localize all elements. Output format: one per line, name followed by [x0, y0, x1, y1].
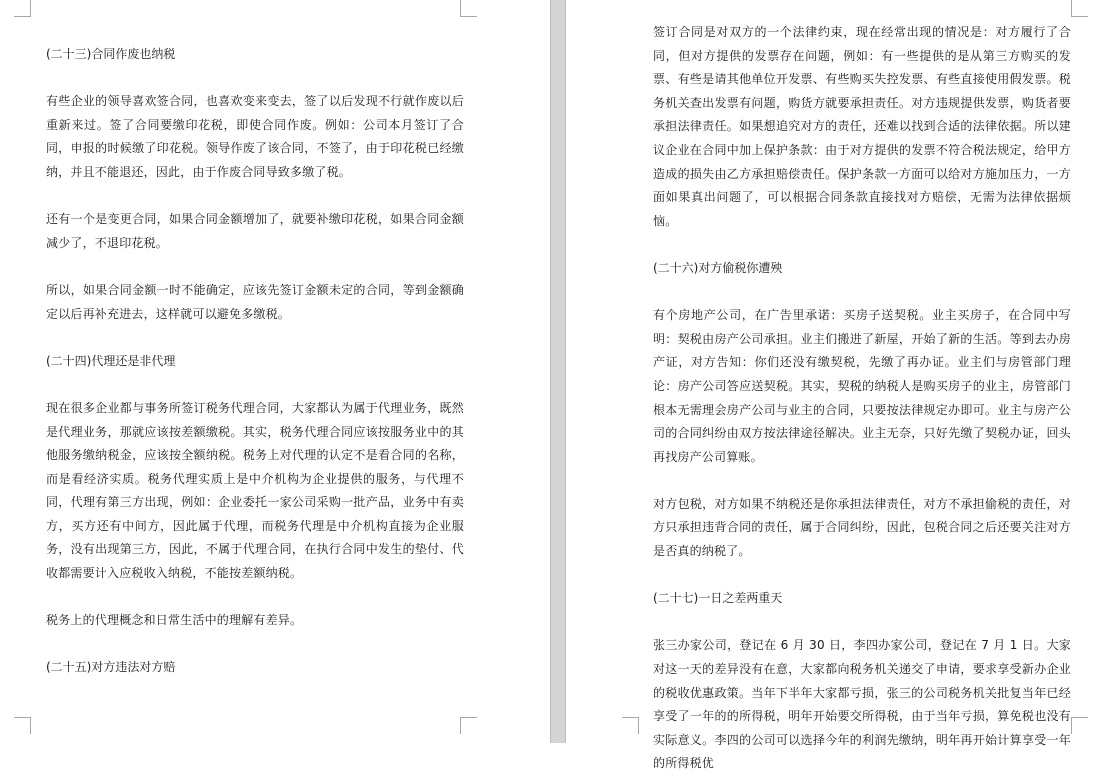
- paragraph: 所以，如果合同金额一时不能确定，应该先签订金额未定的合同，等到金额确定以后再补充进去，这样就可以避免多缴税。: [46, 282, 464, 321]
- paragraph: 张三办家公司，登记在 6 月 30 日，李四办家公司，登记在 7 月 1 日。大家对这一天的差异没有在意，大家都向税务机关递交了申请，要求享受新办企业的税收优惠政策。当年下半年大家都亏损，张三的公司税务机关批复当年已经享受了一年的的所得税，明年开始要交所得税，由于当年亏损，算免税也没有实际意义。李四的公司可以选择今年的利润先缴纳，明年再开始计算享受一年的所得税优: [653, 638, 1071, 771]
- section-heading: (二十四)代理还是非代理: [46, 353, 176, 368]
- corner-mark-bottom-right: [460, 717, 477, 734]
- corner-mark-top-right: [460, 0, 477, 17]
- corner-mark-bottom-left: [14, 717, 31, 734]
- corner-mark-bottom-left: [622, 717, 639, 734]
- page-body[interactable]: [46, 43, 464, 680]
- paragraph: 还有一个是变更合同，如果合同金额增加了，就要补缴印花税，如果合同金额减少了，不退印花税。: [46, 212, 464, 250]
- document-page-right: [566, 0, 1115, 771]
- corner-mark-top-right: [1071, 0, 1088, 17]
- section-heading: (二十七)一日之差两重天: [653, 591, 783, 606]
- paragraph: 现在很多企业都与事务所签订税务代理合同，大家都认为属于代理业务，既然是代理业务，那就应该按差额缴税。其实，税务代理合同应该按服务业中的其他服务缴纳税金，应该按全额纳税。税务上对代理的认定不是看合同的名称，而是看经济实质。税务代理实质上是中介机构为企业提供的服务，与代理不同，代理有第三方出现，例如：企业委托一家公司采购一批产品，业务中有卖方，买方还有中间方，因此属于代理，而税务代理是中介机构直接为企业服务，没有出现第三方，因此，不属于代理合同，在执行合同中发生的垫付、代收都需要计入应税收入纳税，不能按差额纳税。: [46, 400, 464, 581]
- section-heading: (二十五)对方违法对方赔: [46, 660, 176, 675]
- paragraph: 有些企业的领导喜欢签合同，也喜欢变来变去，签了以后发现不行就作废以后重新来过。签了合同要缴印花税，即使合同作废。例如：公司本月签订了合同，申报的时候缴了印花税。领导作废了该合同，不签了，由于印花税已经缴纳，并且不能退还，因此，由于作废合同导致多缴了税。: [46, 94, 464, 179]
- page-gutter: [550, 0, 566, 743]
- paragraph: 签订合同是对双方的一个法律约束，现在经常出现的情况是：对方履行了合同，但对方提供的发票存在问题，例如：有一些提供的是从第三方购买的发票、有些是请其他单位开发票、有些购买失控发票、有些直接使用假发票。税务机关查出发票有问题，购货方就要承担责任。对方违规提供发票，购货者要承担法律责任。如果想追究对方的责任，还难以找到合适的法律依据。所以建议企业在合同中加上保护条款：由于对方提供的发票不符合税法规定，给甲方造成的损失由乙方承担赔偿责任。保护条款一方面可以给对方施加压力，一方面如果真出问题了，可以根据合同条款直接找对方赔偿，无需为法律依据烦恼。: [653, 25, 1071, 228]
- corner-mark-top-left: [14, 0, 31, 17]
- paragraph: 有个房地产公司，在广告里承诺：买房子送契税。业主买房子，在合同中写明：契税由房产公司承担。业主们搬进了新屋，开始了新的生活。等到去办房产证，对方告知：你们还没有缴契税，先缴了再办证。业主们与房管部门理论：房产公司答应送契税。其实，契税的纳税人是购买房子的业主，房管部门根本无需理会房产公司与业主的合同，只要按法律规定办即可。业主与房产公司的合同纠纷由双方按法律途径解决。业主无奈，只好先缴了契税办证，回头再找房产公司算账。: [653, 308, 1071, 464]
- corner-mark-bottom-right: [1071, 717, 1088, 734]
- paragraph: 对方包税，对方如果不纳税还是你承担法律责任，对方不承担偷税的责任，对方只承担违背合同的责任，属于合同纠纷，因此，包税合同之后还要关注对方是否真的纳税了。: [653, 496, 1071, 559]
- page-body[interactable]: [653, 21, 1071, 776]
- section-heading: (二十六)对方偷税你遭殃: [653, 260, 783, 275]
- section-heading: (二十三)合同作废也纳税: [46, 47, 176, 61]
- document-page-left: [0, 0, 550, 743]
- paragraph: 税务上的代理概念和日常生活中的理解有差异。: [46, 613, 303, 628]
